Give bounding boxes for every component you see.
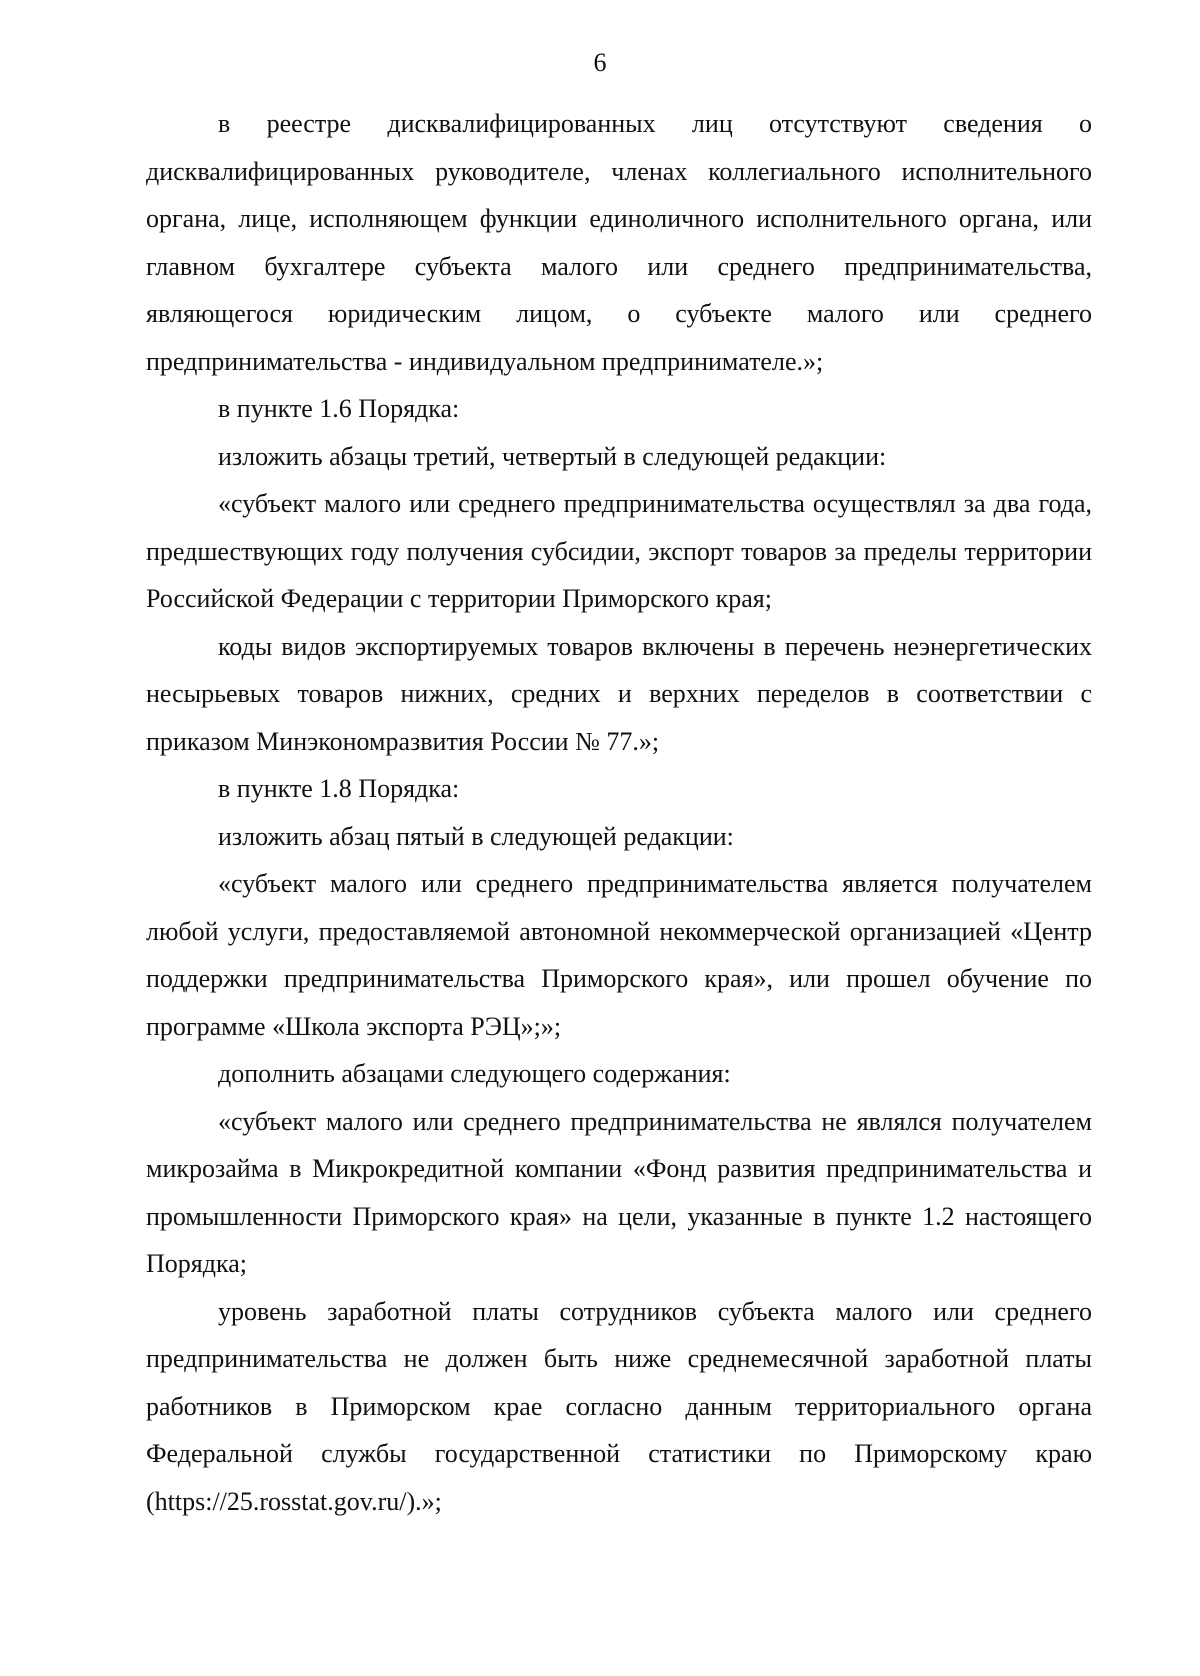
document-body <box>146 100 1092 1525</box>
paragraph-export-condition: «субъект малого или среднего предпринимательства осуществлял за два года, предшествующих году получения субсидии, экспорт товаров за пределы территории Российской Федерации с территории Приморского края; <box>146 489 1092 613</box>
paragraph-disqualified-registry: в реестре дисквалифицированных лиц отсутствуют сведения о дисквалифицированных руководителе, членах коллегиального исполнительного органа, лице, исполняющем функции единоличного исполнительного органа, или главном бухгалтере субъекта малого или среднего предпринимательства, являющегося юридическим лицом, о субъекте малого или среднего предпринимательства - индивидуальном предпринимателе.»; <box>146 109 1092 376</box>
paragraph-restate-third-fourth: изложить абзацы третий, четвертый в следующей редакции: <box>218 441 887 471</box>
paragraph-salary-level: уровень заработной платы сотрудников субъекта малого или среднего предпринимательства не должен быть ниже среднемесячной заработной платы работников в Приморском крае согласно данным территориального органа Федеральной службы государственной статистики по Приморскому краю (https://25.rosstat.gov.ru/).»; <box>146 1296 1092 1516</box>
paragraph-service-recipient: «субъект малого или среднего предпринимательства является получателем любой услуги, предоставляемой автономной некоммерческой организацией «Центр поддержки предпринимательства Приморского края», или прошел обучение по программе «Школа экспорта РЭЦ»;»; <box>146 869 1092 1041</box>
paragraph-restate-fifth: изложить абзац пятый в следующей редакции: <box>218 821 734 851</box>
paragraph-export-codes: коды видов экспортируемых товаров включены в перечень неэнергетических несырьевых товаров нижних, средних и верхних переделов в соответствии с приказом Минэкономразвития России № 77.»; <box>146 631 1092 756</box>
paragraph-microloan: «субъект малого или среднего предпринимательства не являлся получателем микрозайма в Микрокредитной компании «Фонд развития предпринимательства и промышленности Приморского края» на цели, указанные в пункте 1.2 настоящего Порядка; <box>146 1106 1092 1278</box>
paragraph-clause-1-8: в пункте 1.8 Порядка: <box>218 774 460 803</box>
paragraph-add-paragraphs: дополнить абзацами следующего содержания: <box>218 1059 731 1088</box>
paragraph-clause-1-6: в пункте 1.6 Порядка: <box>218 394 460 423</box>
page-number: 6 <box>593 48 607 77</box>
